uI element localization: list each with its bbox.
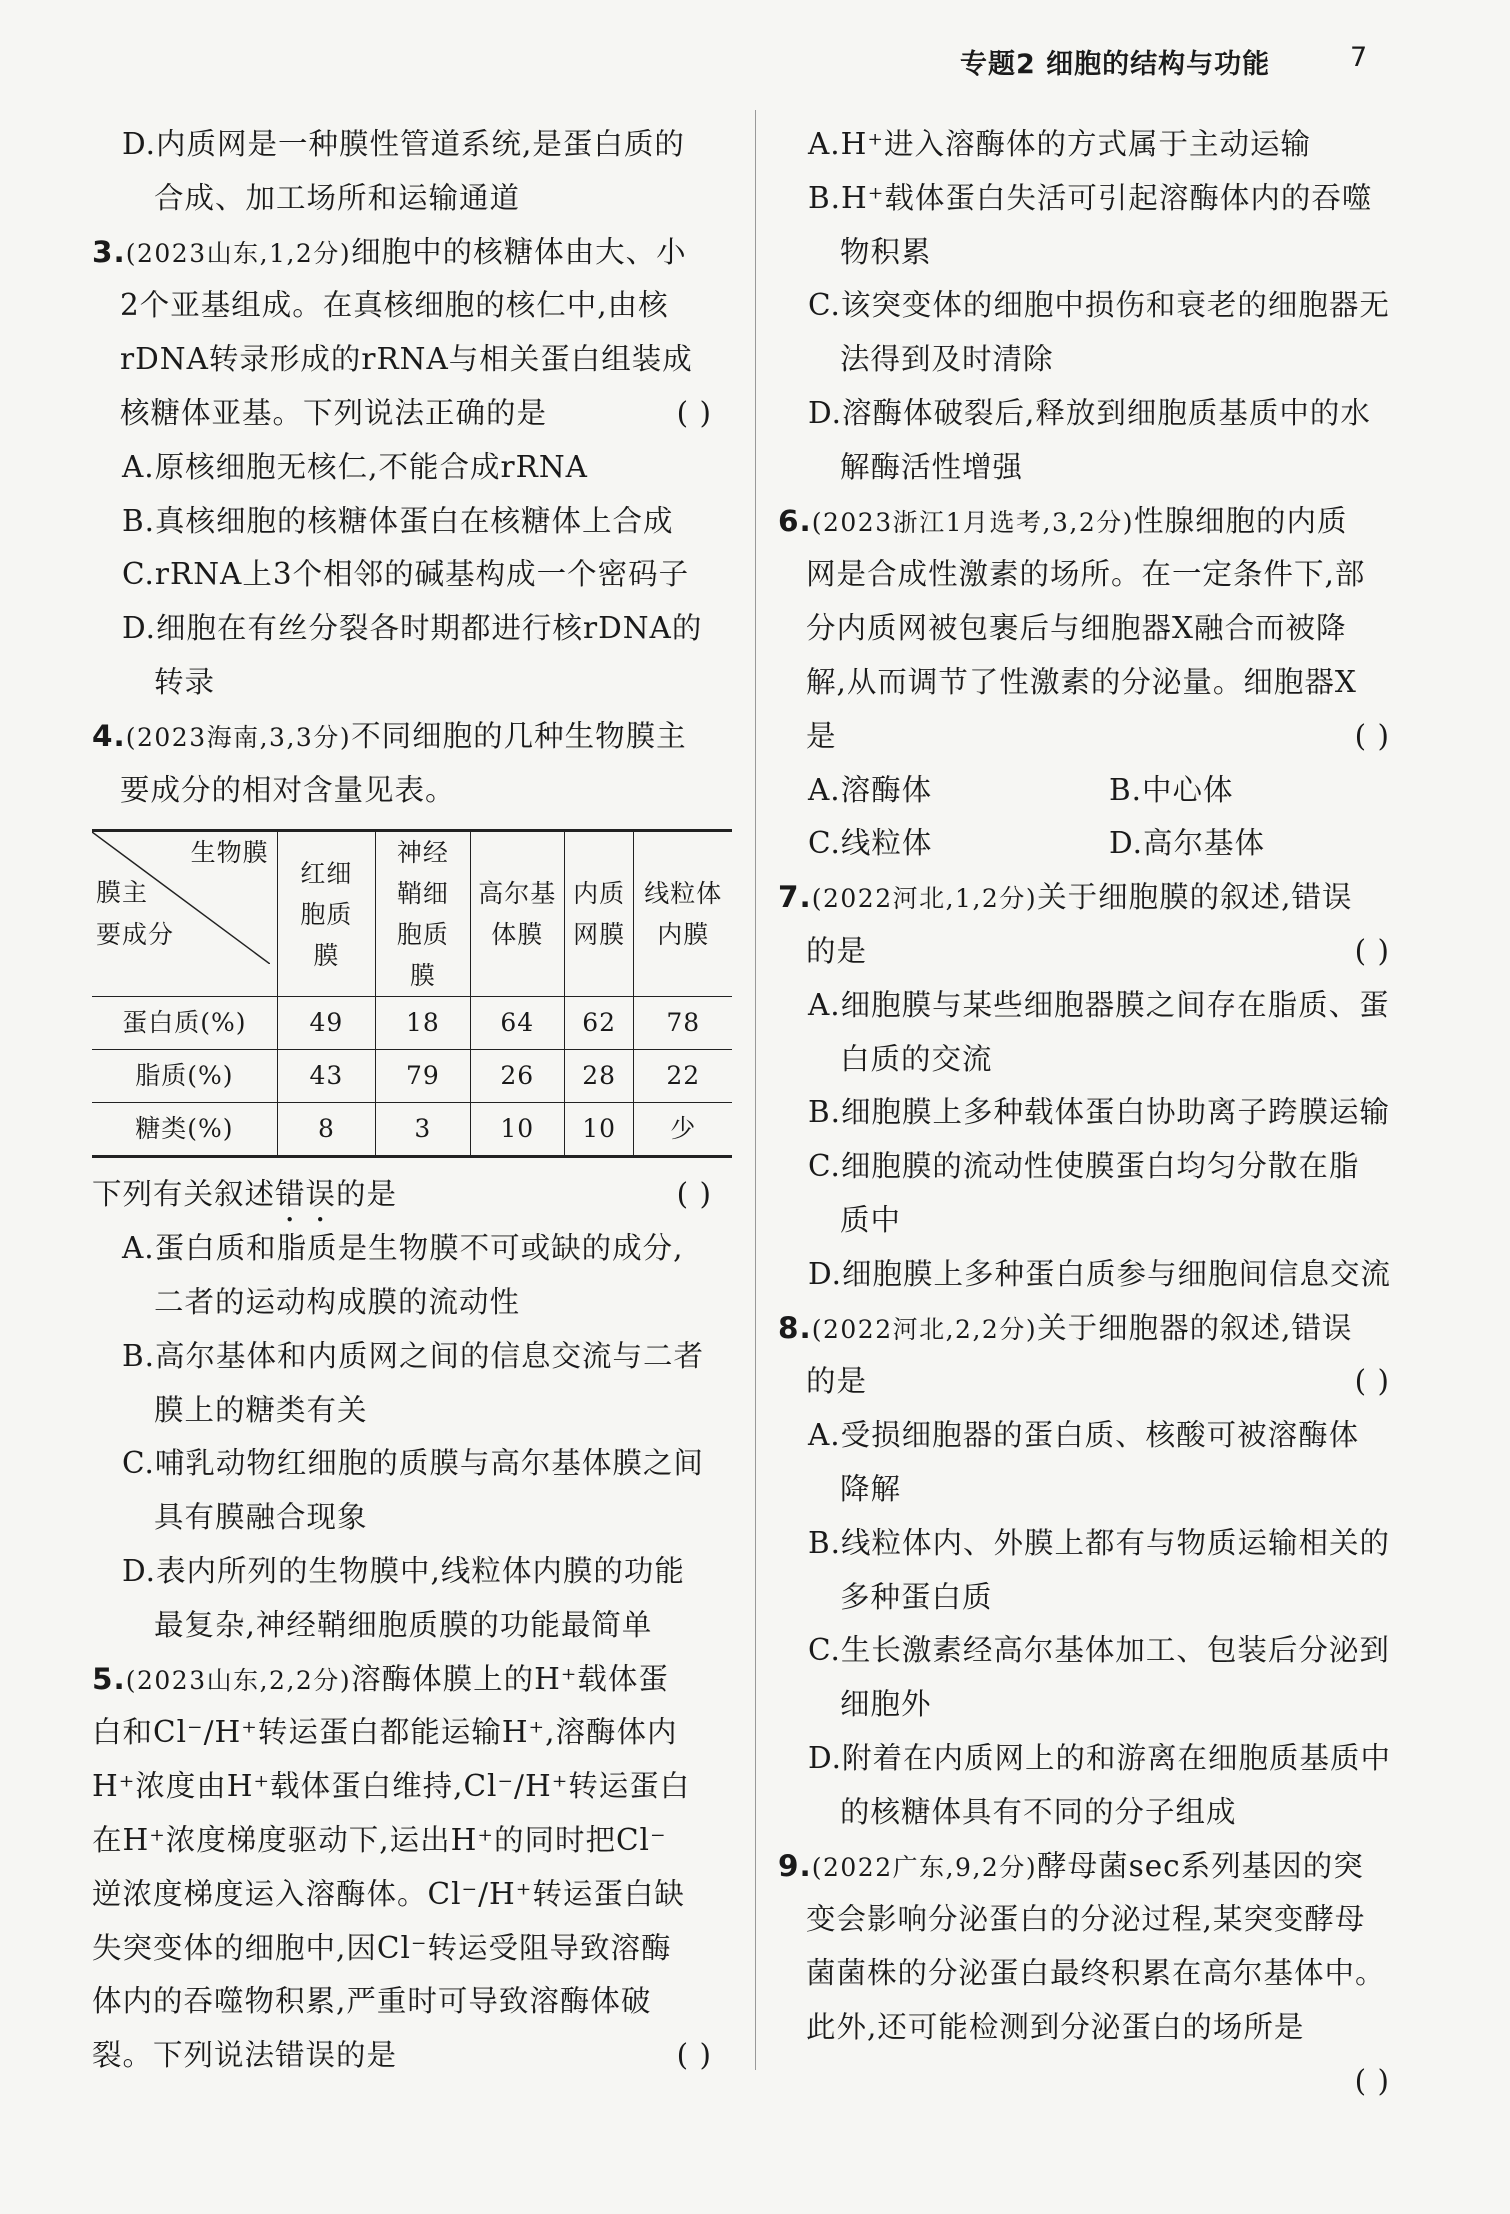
q5-stem-line2: 白和Cl⁻/H⁺转运蛋白都能运输H⁺,溶酶体内 — [92, 1715, 678, 1750]
col-header-schwann-text: 神经鞘细胞质膜 — [396, 838, 449, 991]
table-cell: 26 — [470, 1050, 564, 1103]
q9-stem-line3: 菌菌株的分泌蛋白最终积累在高尔基体中。 — [806, 1956, 1386, 1991]
q4-option-b-line1: B.高尔基体和内质网之间的信息交流与二者 — [122, 1338, 705, 1373]
q5-stem-line6: 失突变体的细胞中,因Cl⁻转运受阻导致溶酶 — [92, 1930, 672, 1965]
q7-number: 7. — [778, 880, 812, 915]
q5-stem-line3: H⁺浓度由H⁺载体蛋白维持,Cl⁻/H⁺转运蛋白 — [92, 1769, 691, 1804]
table-header-row — [92, 831, 732, 997]
column-divider — [755, 110, 756, 2070]
q4-option-c-line2: 具有膜融合现象 — [154, 1500, 368, 1535]
table-cell: 10 — [470, 1103, 564, 1157]
table-row-sugar — [92, 1103, 732, 1157]
q7-stem-line2: 的是 — [806, 933, 868, 968]
q6-option-d: D.高尔基体 — [1109, 826, 1265, 861]
table-cell: 少 — [634, 1103, 732, 1157]
q6-answer-blank: ( ) — [1354, 718, 1390, 753]
q8-option-b-line2: 多种蛋白质 — [840, 1579, 993, 1614]
q3-stem-line3: rDNA转录形成的rRNA与相关蛋白组装成 — [120, 342, 693, 377]
corner-label-component-2: 要成分 — [96, 920, 175, 950]
q5-option-a: A.H⁺进入溶酶体的方式属于主动运输 — [808, 127, 1311, 161]
col-header-golgi-text: 高尔基体膜 — [478, 879, 557, 950]
q4-stem-line1: 不同细胞的几种生物膜主 — [351, 718, 687, 753]
question-7 — [778, 871, 1410, 1301]
q3-option-b: B.真核细胞的核糖体蛋白在核糖体上合成 — [122, 503, 674, 538]
table-row-lipid — [92, 1050, 732, 1103]
q5-source: (2023山东,2,2分) — [125, 1665, 352, 1695]
q5-stem-line1: 溶酶体膜上的H⁺载体蛋 — [351, 1661, 669, 1696]
q5-number: 5. — [92, 1661, 126, 1696]
q6-stem-line4: 解,从而调节了性激素的分泌量。细胞器X — [806, 664, 1357, 699]
col-header-mito — [634, 831, 732, 997]
q5-stem-line8: 裂。下列说法错误的是 — [92, 2038, 398, 2073]
q5-stem-line4: 在H⁺浓度梯度驱动下,运出H⁺的同时把Cl⁻ — [92, 1822, 667, 1857]
col-header-golgi — [470, 831, 564, 997]
q3-answer-blank: ( ) — [676, 395, 712, 430]
q7-option-d: D.细胞膜上多种蛋白质参与细胞间信息交流 — [808, 1256, 1391, 1291]
col-header-schwann — [376, 831, 470, 997]
table-cell: 79 — [376, 1050, 470, 1103]
q5-option-d-line2: 解酶活性增强 — [840, 449, 1024, 484]
q5-option-d-line1: D.溶酶体破裂后,释放到细胞质基质中的水 — [808, 395, 1371, 430]
q6-source: (2023浙江1月选考,3,2分) — [811, 507, 1134, 537]
q9-stem-line2: 变会影响分泌蛋白的分泌过程,某突变酵母 — [806, 1902, 1366, 1937]
q3-stem-line1: 细胞中的核糖体由大、小 — [351, 234, 687, 269]
q8-option-c-line1: C.生长激素经高尔基体加工、包装后分泌到 — [808, 1633, 1390, 1668]
q8-number: 8. — [778, 1310, 812, 1345]
q8-option-b-line1: B.线粒体内、外膜上都有与物质运输相关的 — [808, 1525, 1391, 1560]
q6-stem-line1: 性腺细胞的内质 — [1133, 503, 1348, 538]
row-label-sugar: 糖类(%) — [92, 1103, 277, 1157]
col-header-mito-text: 线粒体内膜 — [644, 879, 723, 950]
q4-stem-emphasis: 错误 — [275, 1177, 337, 1212]
q8-option-d-line2: 的核糖体具有不同的分子组成 — [840, 1794, 1237, 1829]
q6-stem-line3: 分内质网被包裹后与细胞器X融合而被降 — [806, 611, 1347, 646]
table-cell: 78 — [634, 997, 732, 1050]
q6-stem-line2: 网是合成性激素的场所。在一定条件下,部 — [806, 557, 1366, 592]
q7-option-a-line2: 白质的交流 — [840, 1041, 993, 1076]
q3-number: 3. — [92, 234, 126, 269]
table-corner-cell — [92, 831, 277, 997]
q7-stem-line1: 关于细胞膜的叙述,错误 — [1037, 880, 1353, 915]
table-cell: 3 — [376, 1103, 470, 1157]
q4-option-b-line2: 膜上的糖类有关 — [154, 1392, 368, 1427]
q5-option-c-line1: C.该突变体的细胞中损伤和衰老的细胞器无 — [808, 288, 1390, 323]
q5-option-b-line2: 物积累 — [840, 234, 932, 269]
q7-option-c-line1: C.细胞膜的流动性使膜蛋白均匀分散在脂 — [808, 1149, 1360, 1184]
question-8 — [778, 1302, 1410, 1840]
q6-number: 6. — [778, 503, 812, 538]
row-label-protein: 蛋白质(%) — [92, 997, 277, 1050]
q4-number: 4. — [92, 718, 126, 753]
table-cell: 62 — [564, 997, 633, 1050]
q8-option-c-line2: 细胞外 — [840, 1687, 932, 1722]
q4-option-d-line1: D.表内所列的生物膜中,线粒体内膜的功能 — [122, 1553, 685, 1588]
q3-option-a: A.原核细胞无核仁,不能合成rRNA — [122, 449, 588, 484]
q8-option-a-line2: 降解 — [840, 1471, 902, 1506]
table-row-protein — [92, 997, 732, 1050]
q9-source: (2022广东,9,2分) — [811, 1852, 1038, 1882]
q9-number: 9. — [778, 1848, 812, 1883]
q4-source: (2023海南,3,3分) — [125, 722, 352, 752]
q9-stem-line1: 酵母菌sec系列基因的突 — [1037, 1848, 1364, 1883]
q8-source: (2022河北,2,2分) — [811, 1314, 1038, 1344]
left-column — [92, 118, 732, 2083]
table-cell: 43 — [277, 1050, 376, 1103]
q7-answer-blank: ( ) — [1354, 933, 1390, 968]
question-4 — [92, 710, 732, 1653]
q3-option-d-line2: 转录 — [154, 664, 216, 699]
q7-option-b: B.细胞膜上多种载体蛋白协助离子跨膜运输 — [808, 1095, 1391, 1130]
q6-option-c: C.线粒体 — [808, 826, 933, 861]
question-5 — [92, 1653, 732, 2083]
col-header-rbc — [277, 831, 376, 997]
question-3 — [92, 226, 732, 710]
q4-stem-post: 的是 — [336, 1177, 398, 1212]
q4-stem-line2: 要成分的相对含量见表。 — [120, 772, 456, 807]
corner-label-component-1: 膜主 — [96, 878, 149, 908]
q5-option-c-line2: 法得到及时清除 — [840, 342, 1054, 377]
q6-option-b: B.中心体 — [1109, 772, 1234, 807]
q3-stem-line4: 核糖体亚基。下列说法正确的是 — [120, 395, 548, 430]
q5-option-b-line1: B.H⁺载体蛋白失活可引起溶酶体内的吞噬 — [808, 180, 1373, 215]
q6-option-a: A.溶酶体 — [808, 772, 933, 807]
q4-answer-blank: ( ) — [676, 1177, 712, 1212]
q7-option-a-line1: A.细胞膜与某些细胞器膜之间存在脂质、蛋 — [808, 987, 1390, 1022]
q8-answer-blank: ( ) — [1354, 1364, 1390, 1399]
q3-source: (2023山东,1,2分) — [125, 238, 352, 268]
q5-stem-line5: 逆浓度梯度运入溶酶体。Cl⁻/H⁺转运蛋白缺 — [92, 1876, 685, 1911]
right-column — [778, 118, 1410, 2108]
q4-option-d-line2: 最复杂,神经鞘细胞质膜的功能最简单 — [154, 1607, 653, 1642]
q5-answer-blank: ( ) — [676, 2038, 712, 2073]
q8-option-d-line1: D.附着在内质网上的和游离在细胞质基质中 — [808, 1740, 1391, 1775]
page-number: 7 — [1350, 42, 1368, 73]
q4-option-a-line2: 二者的运动构成膜的流动性 — [154, 1284, 521, 1319]
q8-stem-line2: 的是 — [806, 1364, 868, 1399]
q2-option-d-line1: D.内质网是一种膜性管道系统,是蛋白质的 — [122, 127, 685, 161]
q7-option-c-line2: 质中 — [840, 1202, 902, 1237]
col-header-rbc-text: 红细胞质膜 — [300, 858, 353, 970]
q9-stem-line4: 此外,还可能检测到分泌蛋白的场所是 — [806, 2009, 1305, 2044]
question-6 — [778, 495, 1410, 872]
q8-option-a-line1: A.受损细胞器的蛋白质、核酸可被溶酶体 — [808, 1418, 1360, 1453]
q6-stem-line5: 是 — [806, 718, 837, 753]
table-cell: 28 — [564, 1050, 633, 1103]
q6-options-row1 — [778, 764, 1410, 818]
q6-options-row2 — [778, 817, 1410, 871]
membrane-composition-table — [92, 829, 732, 1158]
q3-option-d-line1: D.细胞在有丝分裂各时期都进行核rDNA的 — [122, 611, 703, 646]
q7-source: (2022河北,1,2分) — [811, 884, 1038, 914]
q3-stem-line2: 2个亚基组成。在真核细胞的核仁中,由核 — [120, 288, 669, 323]
table-cell: 18 — [376, 997, 470, 1050]
q9-answer-blank: ( ) — [1354, 2063, 1390, 2098]
q2-option-d-line2: 合成、加工场所和运输通道 — [154, 180, 521, 215]
chapter-title: 专题2 细胞的结构与功能 — [960, 49, 1271, 80]
row-label-lipid: 脂质(%) — [92, 1050, 277, 1103]
table-cell: 8 — [277, 1103, 376, 1157]
q4-stem-pre: 下列有关叙述 — [92, 1177, 276, 1212]
table-cell: 10 — [564, 1103, 633, 1157]
running-header — [960, 42, 1380, 82]
col-header-er — [564, 831, 633, 997]
corner-label-membrane: 生物膜 — [190, 838, 269, 868]
q4-option-a-line1: A.蛋白质和脂质是生物膜不可或缺的成分, — [122, 1231, 684, 1266]
table-cell: 49 — [277, 997, 376, 1050]
q3-option-c: C.rRNA上3个相邻的碱基构成一个密码子 — [122, 557, 690, 592]
q5-stem-line7: 体内的吞噬物积累,严重时可导致溶酶体破 — [92, 1984, 652, 2019]
q8-stem-line1: 关于细胞器的叙述,错误 — [1037, 1310, 1353, 1345]
table-cell: 64 — [470, 997, 564, 1050]
table-cell: 22 — [634, 1050, 732, 1103]
col-header-er-text: 内质网膜 — [573, 879, 626, 950]
question-9 — [778, 1840, 1410, 2109]
q4-option-c-line1: C.哺乳动物红细胞的质膜与高尔基体膜之间 — [122, 1446, 704, 1481]
question-5-options — [778, 118, 1410, 495]
